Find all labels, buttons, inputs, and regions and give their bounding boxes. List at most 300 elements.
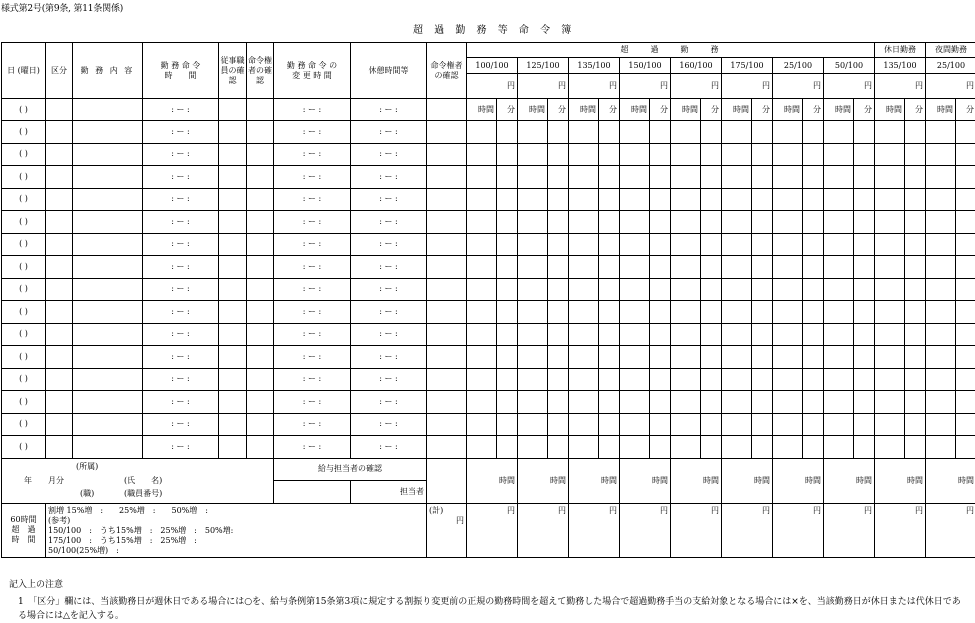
row-authority-check-2[interactable]	[427, 413, 467, 436]
minute-cell[interactable]	[497, 188, 518, 211]
row-category[interactable]	[46, 188, 73, 211]
hour-cell[interactable]	[773, 301, 803, 324]
hour-cell[interactable]	[722, 413, 752, 436]
minute-cell[interactable]	[752, 368, 773, 391]
hour-cell[interactable]	[722, 143, 752, 166]
minute-cell[interactable]	[803, 413, 824, 436]
hour-cell[interactable]	[773, 323, 803, 346]
row-change-time[interactable]: : ー :	[274, 256, 351, 279]
total-hours-cell[interactable]: 時間	[824, 458, 875, 503]
hour-cell[interactable]	[926, 368, 956, 391]
hour-cell[interactable]	[926, 346, 956, 369]
minute-cell[interactable]	[956, 211, 975, 234]
hour-cell[interactable]	[875, 143, 905, 166]
hour-cell[interactable]	[824, 256, 854, 279]
hour-cell[interactable]	[722, 233, 752, 256]
row-change-time[interactable]: : ー :	[274, 391, 351, 414]
minute-cell[interactable]	[956, 346, 975, 369]
row-date[interactable]: ( )	[2, 166, 46, 189]
row-category[interactable]	[46, 233, 73, 256]
minute-cell[interactable]	[548, 188, 569, 211]
hour-cell[interactable]	[467, 211, 497, 234]
minute-cell[interactable]	[905, 413, 926, 436]
minute-cell[interactable]	[650, 346, 671, 369]
row-date[interactable]: ( )	[2, 211, 46, 234]
row-order-time[interactable]: : ー :	[143, 346, 219, 369]
minute-cell[interactable]	[548, 143, 569, 166]
row-authority-check-2[interactable]	[427, 99, 467, 121]
hour-cell[interactable]	[620, 323, 650, 346]
total-yen-cell[interactable]: 円	[671, 503, 722, 557]
hour-cell[interactable]	[926, 143, 956, 166]
hour-cell[interactable]	[620, 188, 650, 211]
minute-cell[interactable]	[650, 391, 671, 414]
hour-unit-cell[interactable]: 時間	[620, 99, 650, 121]
minute-cell[interactable]	[854, 436, 875, 459]
hour-cell[interactable]	[875, 323, 905, 346]
hour-cell[interactable]	[671, 121, 701, 144]
hour-cell[interactable]	[569, 436, 599, 459]
hour-cell[interactable]	[671, 346, 701, 369]
row-category[interactable]	[46, 278, 73, 301]
hour-unit-cell[interactable]: 時間	[467, 99, 497, 121]
row-category[interactable]	[46, 436, 73, 459]
row-order-time[interactable]: : ー :	[143, 188, 219, 211]
row-order-time[interactable]: : ー :	[143, 391, 219, 414]
hour-cell[interactable]	[722, 278, 752, 301]
hour-cell[interactable]	[773, 121, 803, 144]
row-work-content[interactable]	[73, 166, 143, 189]
row-category[interactable]	[46, 166, 73, 189]
minute-cell[interactable]	[599, 391, 620, 414]
row-order-time[interactable]: : ー :	[143, 143, 219, 166]
hour-cell[interactable]	[875, 211, 905, 234]
minute-cell[interactable]	[956, 278, 975, 301]
row-work-content[interactable]	[73, 391, 143, 414]
hour-cell[interactable]	[824, 301, 854, 324]
hour-cell[interactable]	[926, 233, 956, 256]
row-authority-check[interactable]	[247, 346, 274, 369]
hour-cell[interactable]	[926, 278, 956, 301]
hour-cell[interactable]	[773, 278, 803, 301]
hour-cell[interactable]	[671, 413, 701, 436]
row-date[interactable]: ( )	[2, 143, 46, 166]
minute-cell[interactable]	[854, 256, 875, 279]
row-work-content[interactable]	[73, 211, 143, 234]
minute-cell[interactable]	[854, 278, 875, 301]
row-change-time[interactable]: : ー :	[274, 278, 351, 301]
hour-cell[interactable]	[773, 166, 803, 189]
yen-unit-cell[interactable]: 円	[824, 74, 875, 99]
minute-unit-cell[interactable]: 分	[701, 99, 722, 121]
row-category[interactable]	[46, 368, 73, 391]
minute-cell[interactable]	[905, 323, 926, 346]
minute-cell[interactable]	[497, 121, 518, 144]
hour-cell[interactable]	[824, 143, 854, 166]
minute-cell[interactable]	[599, 368, 620, 391]
row-authority-check[interactable]	[247, 278, 274, 301]
row-order-time[interactable]: : ー :	[143, 256, 219, 279]
minute-cell[interactable]	[854, 143, 875, 166]
minute-cell[interactable]	[905, 301, 926, 324]
row-change-time[interactable]: : ー :	[274, 143, 351, 166]
minute-cell[interactable]	[905, 368, 926, 391]
hour-cell[interactable]	[518, 413, 548, 436]
minute-cell[interactable]	[701, 256, 722, 279]
hour-unit-cell[interactable]: 時間	[875, 99, 905, 121]
row-work-content[interactable]	[73, 99, 143, 121]
row-order-time[interactable]: : ー :	[143, 121, 219, 144]
minute-cell[interactable]	[752, 166, 773, 189]
row-order-time[interactable]: : ー :	[143, 278, 219, 301]
minute-unit-cell[interactable]: 分	[803, 99, 824, 121]
minute-cell[interactable]	[701, 233, 722, 256]
minute-cell[interactable]	[803, 278, 824, 301]
hour-cell[interactable]	[824, 346, 854, 369]
hour-cell[interactable]	[518, 346, 548, 369]
row-category[interactable]	[46, 323, 73, 346]
minute-cell[interactable]	[599, 323, 620, 346]
hour-cell[interactable]	[467, 323, 497, 346]
hour-cell[interactable]	[518, 233, 548, 256]
minute-cell[interactable]	[701, 368, 722, 391]
row-work-content[interactable]	[73, 233, 143, 256]
hour-cell[interactable]	[620, 436, 650, 459]
row-staff-check[interactable]	[219, 301, 247, 324]
hour-cell[interactable]	[467, 436, 497, 459]
minute-unit-cell[interactable]: 分	[956, 99, 975, 121]
row-change-time[interactable]: : ー :	[274, 211, 351, 234]
total-yen-cell[interactable]: 円	[926, 503, 975, 557]
row-break-time[interactable]: : ー :	[351, 278, 427, 301]
row-break-time[interactable]: : ー :	[351, 346, 427, 369]
hour-cell[interactable]	[467, 256, 497, 279]
hour-cell[interactable]	[875, 121, 905, 144]
minute-cell[interactable]	[548, 121, 569, 144]
yen-unit-cell[interactable]: 円	[671, 74, 722, 99]
hour-cell[interactable]	[773, 391, 803, 414]
row-authority-check[interactable]	[247, 323, 274, 346]
hour-cell[interactable]	[671, 436, 701, 459]
row-authority-check-2[interactable]	[427, 211, 467, 234]
minute-cell[interactable]	[548, 391, 569, 414]
minute-cell[interactable]	[803, 368, 824, 391]
minute-cell[interactable]	[701, 166, 722, 189]
hour-cell[interactable]	[722, 166, 752, 189]
minute-cell[interactable]	[752, 278, 773, 301]
minute-cell[interactable]	[803, 256, 824, 279]
hour-cell[interactable]	[926, 121, 956, 144]
row-date[interactable]: ( )	[2, 99, 46, 121]
hour-cell[interactable]	[467, 413, 497, 436]
hour-cell[interactable]	[467, 166, 497, 189]
row-authority-check[interactable]	[247, 233, 274, 256]
hour-cell[interactable]	[875, 188, 905, 211]
hour-cell[interactable]	[620, 211, 650, 234]
row-staff-check[interactable]	[219, 121, 247, 144]
row-authority-check[interactable]	[247, 121, 274, 144]
row-work-content[interactable]	[73, 121, 143, 144]
minute-cell[interactable]	[650, 256, 671, 279]
total-yen-cell[interactable]: 円	[569, 503, 620, 557]
minute-cell[interactable]	[905, 278, 926, 301]
minute-cell[interactable]	[905, 143, 926, 166]
row-authority-check-2[interactable]	[427, 436, 467, 459]
minute-cell[interactable]	[854, 323, 875, 346]
yen-unit-cell[interactable]: 円	[518, 74, 569, 99]
row-date[interactable]: ( )	[2, 256, 46, 279]
minute-cell[interactable]	[548, 256, 569, 279]
total-hours-cell[interactable]: 時間	[518, 458, 569, 503]
row-authority-check-2[interactable]	[427, 188, 467, 211]
hour-cell[interactable]	[569, 323, 599, 346]
hour-cell[interactable]	[824, 413, 854, 436]
hour-cell[interactable]	[926, 211, 956, 234]
hour-cell[interactable]	[875, 166, 905, 189]
row-break-time[interactable]: : ー :	[351, 436, 427, 459]
row-authority-check[interactable]	[247, 99, 274, 121]
hour-cell[interactable]	[518, 188, 548, 211]
minute-cell[interactable]	[548, 233, 569, 256]
hour-cell[interactable]	[620, 346, 650, 369]
hour-cell[interactable]	[875, 233, 905, 256]
minute-cell[interactable]	[599, 233, 620, 256]
row-authority-check[interactable]	[247, 436, 274, 459]
hour-cell[interactable]	[824, 211, 854, 234]
hour-cell[interactable]	[773, 413, 803, 436]
minute-cell[interactable]	[752, 436, 773, 459]
minute-cell[interactable]	[956, 188, 975, 211]
minute-cell[interactable]	[599, 436, 620, 459]
hour-cell[interactable]	[824, 233, 854, 256]
hour-cell[interactable]	[569, 256, 599, 279]
minute-cell[interactable]	[803, 121, 824, 144]
yen-unit-cell[interactable]: 円	[569, 74, 620, 99]
row-work-content[interactable]	[73, 256, 143, 279]
row-staff-check[interactable]	[219, 211, 247, 234]
hour-cell[interactable]	[671, 233, 701, 256]
minute-unit-cell[interactable]: 分	[854, 99, 875, 121]
row-staff-check[interactable]	[219, 368, 247, 391]
yen-unit-cell[interactable]: 円	[773, 74, 824, 99]
hour-cell[interactable]	[467, 188, 497, 211]
minute-cell[interactable]	[956, 233, 975, 256]
hour-cell[interactable]	[620, 256, 650, 279]
row-break-time[interactable]: : ー :	[351, 256, 427, 279]
hour-cell[interactable]	[569, 391, 599, 414]
hour-cell[interactable]	[824, 166, 854, 189]
minute-unit-cell[interactable]: 分	[905, 99, 926, 121]
hour-cell[interactable]	[926, 188, 956, 211]
row-change-time[interactable]: : ー :	[274, 166, 351, 189]
hour-cell[interactable]	[569, 278, 599, 301]
row-staff-check[interactable]	[219, 278, 247, 301]
row-staff-check[interactable]	[219, 413, 247, 436]
hour-cell[interactable]	[722, 368, 752, 391]
minute-cell[interactable]	[650, 368, 671, 391]
row-authority-check[interactable]	[247, 143, 274, 166]
row-staff-check[interactable]	[219, 256, 247, 279]
minute-cell[interactable]	[854, 233, 875, 256]
hour-cell[interactable]	[620, 301, 650, 324]
hour-cell[interactable]	[569, 211, 599, 234]
yen-unit-cell[interactable]: 円	[467, 74, 518, 99]
hour-cell[interactable]	[671, 166, 701, 189]
row-category[interactable]	[46, 211, 73, 234]
minute-cell[interactable]	[803, 301, 824, 324]
row-break-time[interactable]: : ー :	[351, 166, 427, 189]
minute-cell[interactable]	[599, 166, 620, 189]
row-work-content[interactable]	[73, 368, 143, 391]
row-staff-check[interactable]	[219, 233, 247, 256]
hour-cell[interactable]	[518, 323, 548, 346]
hour-cell[interactable]	[620, 278, 650, 301]
row-date[interactable]: ( )	[2, 323, 46, 346]
hour-cell[interactable]	[671, 143, 701, 166]
minute-cell[interactable]	[650, 323, 671, 346]
minute-unit-cell[interactable]: 分	[497, 99, 518, 121]
hour-cell[interactable]	[875, 256, 905, 279]
minute-cell[interactable]	[854, 413, 875, 436]
minute-cell[interactable]	[548, 211, 569, 234]
minute-cell[interactable]	[803, 188, 824, 211]
row-order-time[interactable]: : ー :	[143, 301, 219, 324]
minute-cell[interactable]	[854, 211, 875, 234]
hour-cell[interactable]	[518, 256, 548, 279]
minute-cell[interactable]	[599, 188, 620, 211]
row-change-time[interactable]: : ー :	[274, 368, 351, 391]
row-date[interactable]: ( )	[2, 346, 46, 369]
hour-cell[interactable]	[926, 391, 956, 414]
hour-cell[interactable]	[569, 143, 599, 166]
hour-cell[interactable]	[467, 368, 497, 391]
hour-cell[interactable]	[569, 368, 599, 391]
row-category[interactable]	[46, 256, 73, 279]
minute-cell[interactable]	[803, 323, 824, 346]
total-yen-cell[interactable]: 円	[722, 503, 773, 557]
row-date[interactable]: ( )	[2, 436, 46, 459]
hour-cell[interactable]	[569, 188, 599, 211]
minute-cell[interactable]	[701, 188, 722, 211]
minute-cell[interactable]	[599, 346, 620, 369]
hour-cell[interactable]	[875, 391, 905, 414]
hour-cell[interactable]	[926, 166, 956, 189]
row-date[interactable]: ( )	[2, 391, 46, 414]
minute-cell[interactable]	[752, 121, 773, 144]
row-order-time[interactable]: : ー :	[143, 233, 219, 256]
hour-cell[interactable]	[569, 121, 599, 144]
minute-cell[interactable]	[803, 143, 824, 166]
hour-cell[interactable]	[926, 301, 956, 324]
hour-cell[interactable]	[620, 391, 650, 414]
minute-cell[interactable]	[548, 413, 569, 436]
minute-cell[interactable]	[497, 391, 518, 414]
row-authority-check-2[interactable]	[427, 256, 467, 279]
hour-cell[interactable]	[671, 323, 701, 346]
minute-cell[interactable]	[956, 368, 975, 391]
minute-cell[interactable]	[497, 413, 518, 436]
hour-cell[interactable]	[773, 346, 803, 369]
row-order-time[interactable]: : ー :	[143, 99, 219, 121]
minute-cell[interactable]	[599, 413, 620, 436]
minute-cell[interactable]	[956, 391, 975, 414]
minute-cell[interactable]	[599, 278, 620, 301]
minute-cell[interactable]	[599, 301, 620, 324]
row-work-content[interactable]	[73, 413, 143, 436]
hour-cell[interactable]	[824, 121, 854, 144]
minute-cell[interactable]	[548, 166, 569, 189]
hour-cell[interactable]	[722, 188, 752, 211]
row-authority-check[interactable]	[247, 301, 274, 324]
row-work-content[interactable]	[73, 436, 143, 459]
minute-unit-cell[interactable]: 分	[548, 99, 569, 121]
hour-cell[interactable]	[773, 368, 803, 391]
minute-cell[interactable]	[752, 391, 773, 414]
row-authority-check-2[interactable]	[427, 278, 467, 301]
minute-cell[interactable]	[854, 301, 875, 324]
yen-unit-cell[interactable]: 円	[875, 74, 926, 99]
hour-cell[interactable]	[722, 323, 752, 346]
minute-cell[interactable]	[701, 323, 722, 346]
row-staff-check[interactable]	[219, 436, 247, 459]
row-order-time[interactable]: : ー :	[143, 436, 219, 459]
minute-cell[interactable]	[497, 256, 518, 279]
hour-cell[interactable]	[875, 436, 905, 459]
hour-cell[interactable]	[722, 301, 752, 324]
row-staff-check[interactable]	[219, 99, 247, 121]
row-order-time[interactable]: : ー :	[143, 323, 219, 346]
minute-cell[interactable]	[956, 256, 975, 279]
hour-cell[interactable]	[569, 233, 599, 256]
minute-cell[interactable]	[701, 391, 722, 414]
minute-unit-cell[interactable]: 分	[599, 99, 620, 121]
row-break-time[interactable]: : ー :	[351, 368, 427, 391]
minute-cell[interactable]	[599, 143, 620, 166]
hour-cell[interactable]	[824, 188, 854, 211]
minute-cell[interactable]	[701, 301, 722, 324]
row-staff-check[interactable]	[219, 166, 247, 189]
minute-cell[interactable]	[650, 413, 671, 436]
minute-cell[interactable]	[497, 278, 518, 301]
hour-cell[interactable]	[518, 301, 548, 324]
hour-cell[interactable]	[620, 121, 650, 144]
yen-unit-cell[interactable]: 円	[926, 74, 975, 99]
hour-cell[interactable]	[518, 391, 548, 414]
hour-cell[interactable]	[518, 436, 548, 459]
minute-cell[interactable]	[548, 346, 569, 369]
hour-cell[interactable]	[518, 121, 548, 144]
minute-cell[interactable]	[701, 413, 722, 436]
row-break-time[interactable]: : ー :	[351, 143, 427, 166]
row-date[interactable]: ( )	[2, 301, 46, 324]
total-hours-cell[interactable]: 時間	[926, 458, 975, 503]
minute-cell[interactable]	[650, 278, 671, 301]
row-order-time[interactable]: : ー :	[143, 413, 219, 436]
total-hours-cell[interactable]: 時間	[569, 458, 620, 503]
minute-cell[interactable]	[752, 301, 773, 324]
minute-cell[interactable]	[650, 233, 671, 256]
row-break-time[interactable]: : ー :	[351, 99, 427, 121]
minute-cell[interactable]	[650, 301, 671, 324]
row-work-content[interactable]	[73, 188, 143, 211]
minute-cell[interactable]	[905, 188, 926, 211]
minute-cell[interactable]	[752, 211, 773, 234]
row-break-time[interactable]: : ー :	[351, 233, 427, 256]
minute-cell[interactable]	[752, 143, 773, 166]
row-category[interactable]	[46, 301, 73, 324]
row-date[interactable]: ( )	[2, 188, 46, 211]
minute-cell[interactable]	[803, 166, 824, 189]
